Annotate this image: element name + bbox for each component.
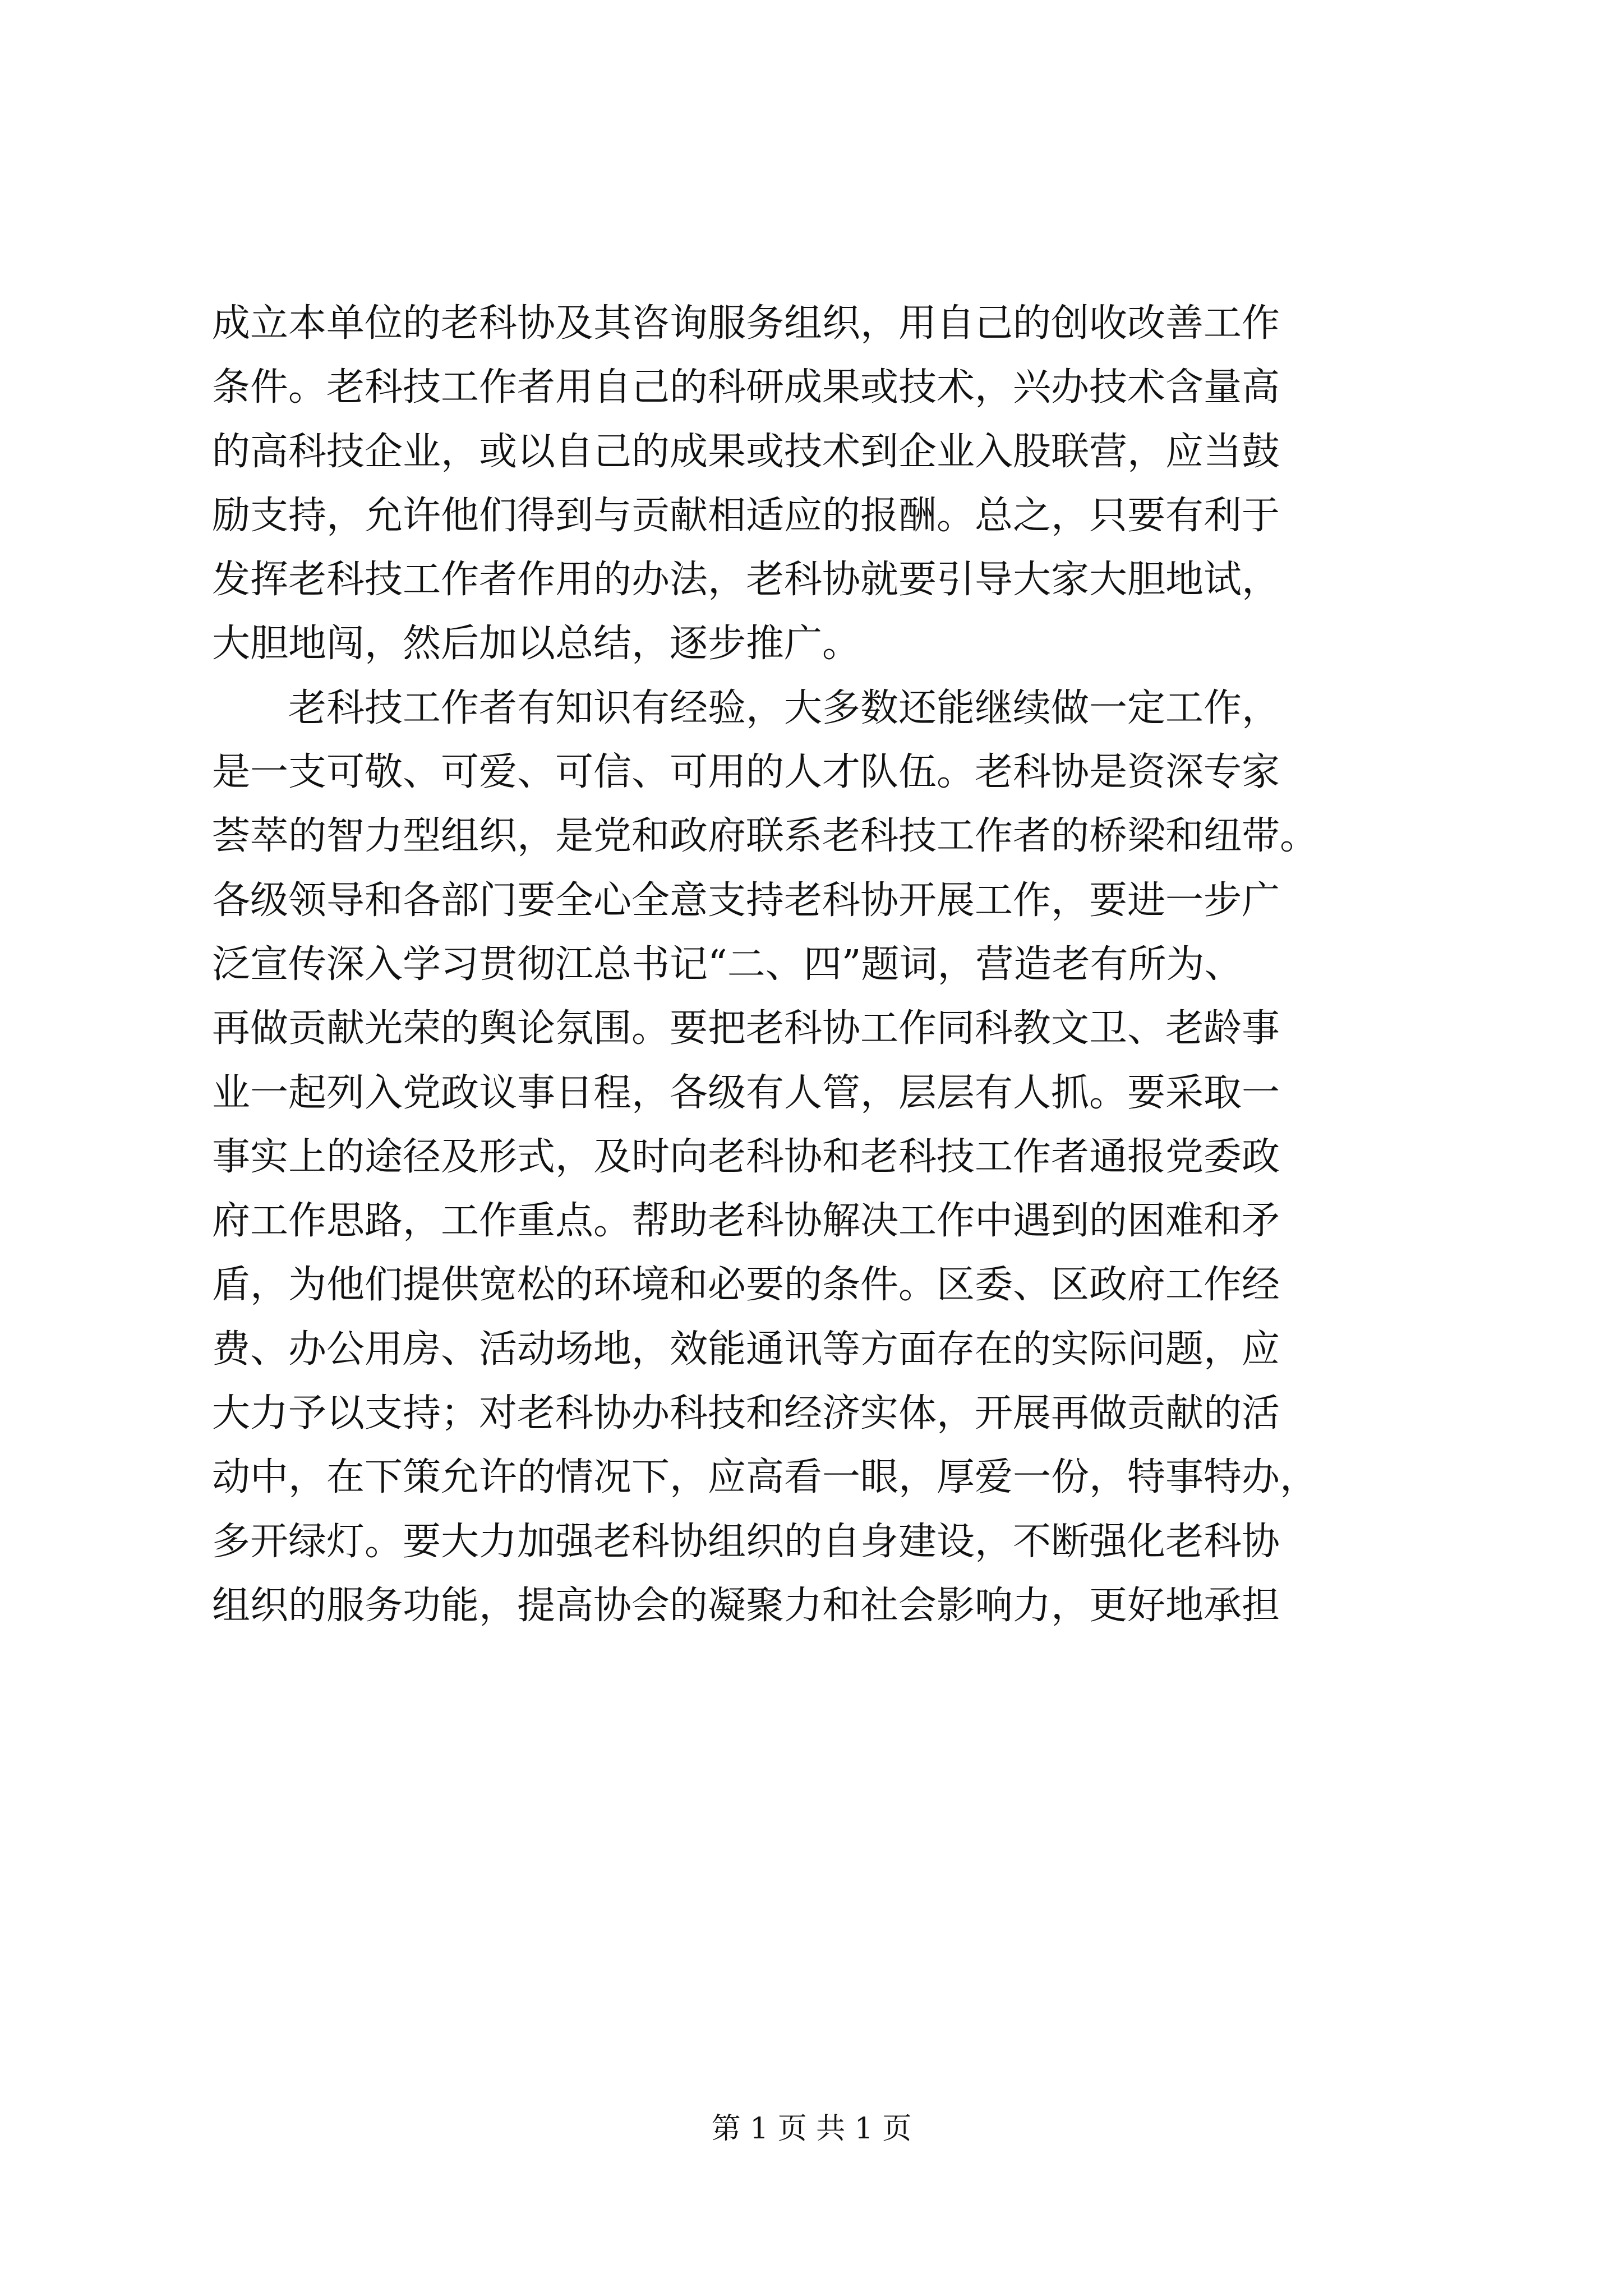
text-line-19: 动中，在下策允许的情况下，应高看一眼，厚爱一份，特事特办， [212, 1455, 1318, 1500]
text-line-15: 府工作思路，工作重点。帮助老科协解决工作中遇到的困难和矛 [212, 1199, 1280, 1244]
text-line-21: 组织的服务功能，提高协会的凝聚力和社会影响力，更好地承担 [212, 1583, 1280, 1628]
text-line-14: 事实上的途径及形式，及时向老科协和老科技工作者通报党委政 [212, 1134, 1280, 1179]
text-line-2: 条件。老科技工作者用自己的科研成果或技术，兴办技术含量高 [212, 365, 1280, 410]
text-line-18: 大力予以支持；对老科协办科技和经济实体，开展再做贡献的活 [212, 1391, 1280, 1436]
text-line-5: 发挥老科技工作者作用的办法，老科协就要引导大家大胆地试， [212, 558, 1280, 602]
text-line-11: 泛宣传深入学习贯彻江总书记“二、四”题词，营造老有所为、 [212, 942, 1243, 987]
text-line-12: 再做贡献光荣的舆论氛围。要把老科协工作同科教文卫、老龄事 [212, 1006, 1280, 1051]
text-line-3: 的高科技企业，或以自己的成果或技术到企业入股联营，应当鼓 [212, 429, 1280, 474]
page-footer: 第 1 页 共 1 页 [711, 2112, 912, 2146]
text-line-16: 盾，为他们提供宽松的环境和必要的条件。区委、区政府工作经 [212, 1263, 1280, 1308]
text-line-17: 费、办公用房、活动场地，效能通讯等方面存在的实际问题，应 [212, 1327, 1280, 1372]
text-line-10: 各级领导和各部门要全心全意支持老科协开展工作，要进一步广 [212, 878, 1280, 923]
document-body [212, 292, 1423, 1638]
text-line-8: 是一支可敬、可爱、可信、可用的人才队伍。老科协是资深专家 [212, 750, 1280, 795]
text-line-9: 荟萃的智力型组织，是党和政府联系老科技工作者的桥梁和纽带。 [212, 814, 1318, 859]
text-line-7: 老科技工作者有知识有经验，大多数还能继续做一定工作， [212, 685, 1280, 730]
text-line-6: 大胆地闯，然后加以总结，逐步推广。 [212, 622, 861, 666]
text-line-20: 多开绿灯。要大力加强老科协组织的自身建设，不断强化老科协 [212, 1519, 1280, 1564]
text-line-4: 励支持，允许他们得到与贡献相适应的报酬。总之，只要有利于 [212, 493, 1280, 538]
text-line-1: 成立本单位的老科协及其咨询服务组织，用自己的创收改善工作 [212, 301, 1280, 346]
text-line-13: 业一起列入党政议事日程，各级有人管，层层有人抓。要采取一 [212, 1070, 1280, 1115]
